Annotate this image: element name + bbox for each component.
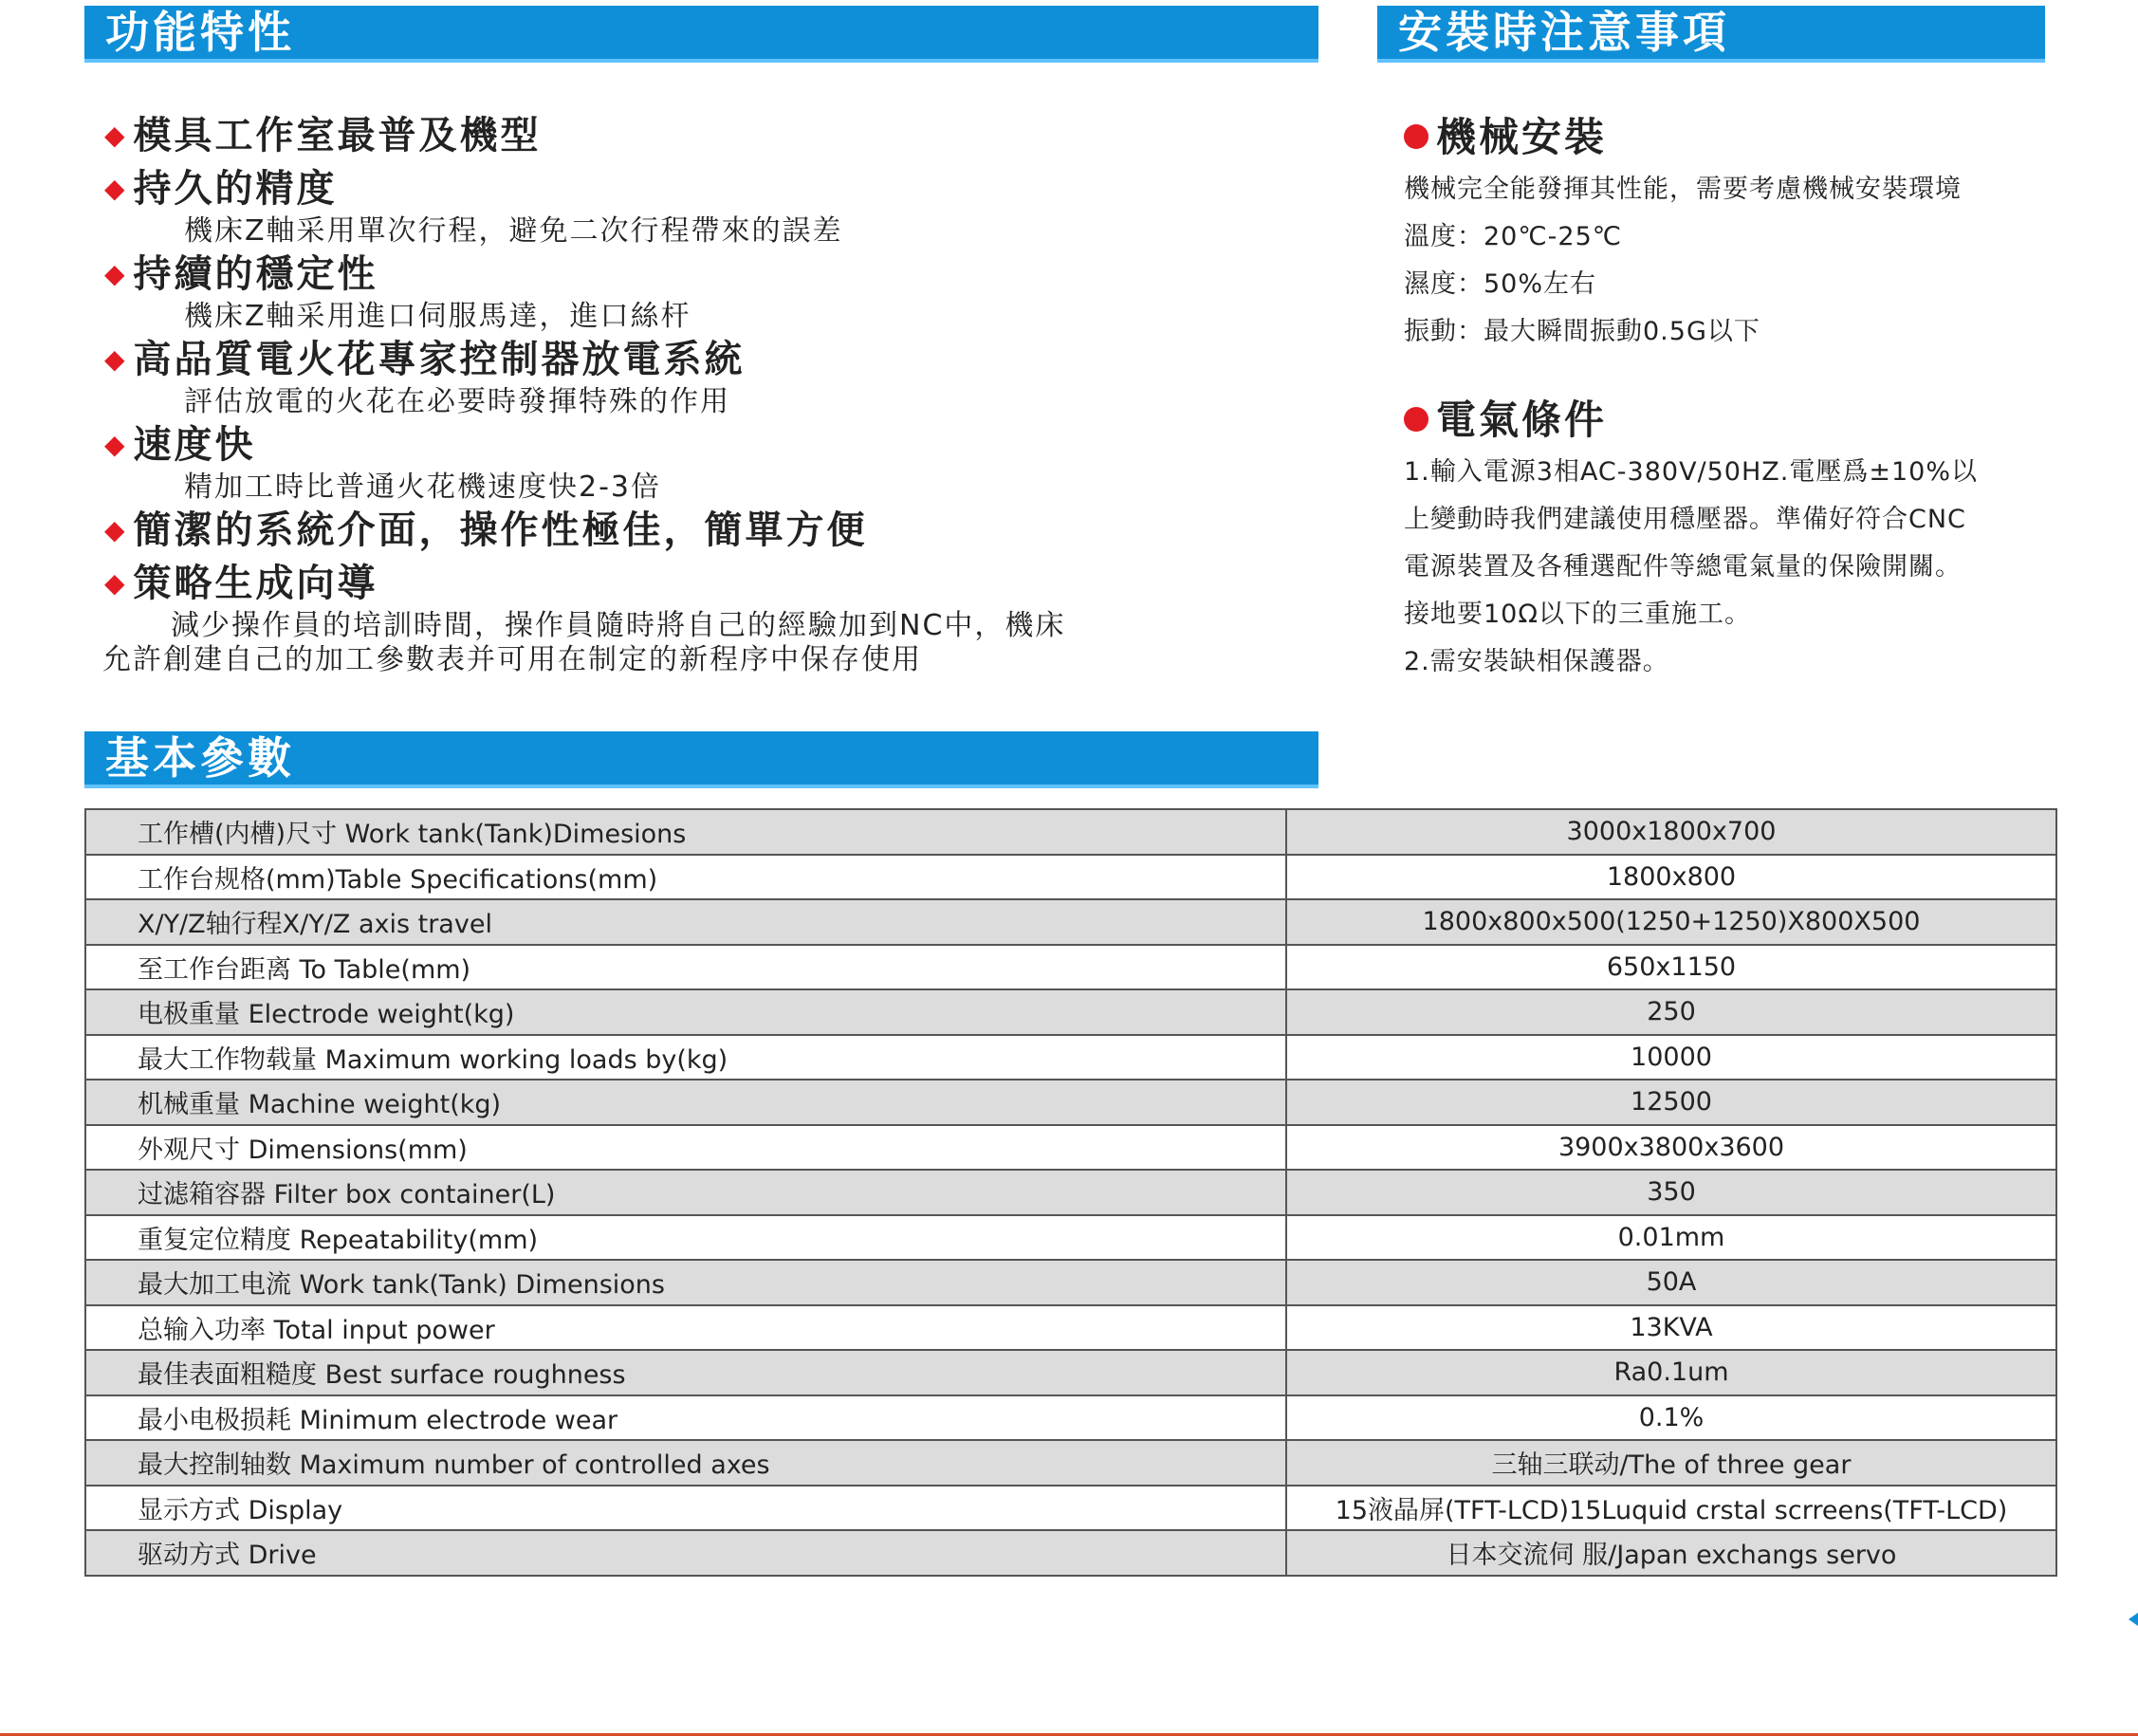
param-label: 工作槽(内槽)尺寸 Work tank(Tank)Dimesions [85,809,1286,855]
feature-title: 策略生成向導 [133,562,378,605]
install-line: 電源裝置及各種選配件等總電氣量的保險開關。 [1404,552,1962,582]
param-value: 0.01mm [1286,1215,2056,1261]
table-row [85,1080,2056,1125]
param-label: 最大工作物载量 Maximum working loads by(kg) [85,1035,1286,1080]
table-row [85,1395,2056,1441]
feature-desc: 機床Z軸采用單次行程，避免二次行程帶來的誤差 [184,214,843,248]
param-value: 1800x800 [1286,855,2056,900]
param-label: 最大控制轴数 Maximum number of controlled axes [85,1440,1286,1486]
features-list [104,109,1281,678]
install-line: 濕度：50%左右 [1404,269,1597,299]
param-value: 250 [1286,989,2056,1035]
param-label: 最佳表面粗糙度 Best surface roughness [85,1350,1286,1395]
param-value: 3900x3800x3600 [1286,1125,2056,1171]
table-row [85,1215,2056,1261]
table-row [85,1125,2056,1171]
red-dot-icon [1404,407,1428,432]
feature-desc: 機床Z軸采用進口伺服馬達，進口絲杆 [184,300,691,333]
param-value: 10000 [1286,1035,2056,1080]
table-row [85,809,2056,855]
param-label: 驱动方式 Drive [85,1530,1286,1576]
param-value: 日本交流伺 服/Japan exchangs servo [1286,1530,2056,1576]
param-label: 机械重量 Machine weight(kg) [85,1080,1286,1125]
feature-title: 持久的精度 [133,167,338,211]
param-value: 350 [1286,1170,2056,1215]
electrical-section [1404,392,2068,686]
electrical-title: 電氣條件 [1436,397,1608,443]
table-row [85,1170,2056,1215]
install-header: 安裝時注意事項 [1377,6,2045,59]
feature-desc: 減少操作員的培訓時間，操作員隨時將自己的經驗加到NC中，機床 [171,609,1066,642]
table-row [85,1260,2056,1305]
install-line: 2.需安裝缺相保護器。 [1404,647,1669,676]
param-label: 最小电极损耗 Minimum electrode wear [85,1395,1286,1441]
table-row [85,989,2056,1035]
table-row [85,1350,2056,1395]
install-line: 接地要10Ω以下的三重施工。 [1404,600,1751,629]
features-header: 功能特性 [84,6,1318,59]
param-label: 显示方式 Display [85,1486,1286,1531]
page-edge-marker [2129,1613,2138,1626]
mechanical-section [1404,109,2068,356]
feature-item [104,162,1281,248]
param-label: 外观尺寸 Dimensions(mm) [85,1125,1286,1171]
table-row [85,945,2056,990]
diamond-bullet-icon: ◆ [104,343,128,375]
install-line: 上變動時我們建議使用穩壓器。準備好符合CNC [1404,505,1966,534]
feature-item [104,248,1281,333]
feature-item [104,109,1281,162]
feature-desc: 評估放電的火花在必要時發揮特殊的作用 [184,385,730,418]
feature-title: 持續的穩定性 [133,252,378,296]
param-label: 工作台规格(mm)Table Specifications(mm) [85,855,1286,900]
param-label: 总输入功率 Total input power [85,1305,1286,1351]
feature-title: 簡潔的系統介面，操作性極佳，簡單方便 [133,508,868,552]
install-line: 機械完全能發揮其性能，需要考慮機械安裝環境 [1404,175,1962,204]
param-label: 至工作台距离 To Table(mm) [85,945,1286,990]
install-line: 1.輸入電源3相AC-380V/50HZ.電壓爲±10%以 [1404,457,1979,487]
diamond-bullet-icon: ◆ [104,173,128,204]
params-table [84,808,2057,1577]
install-line: 溫度：20℃-25℃ [1404,222,1623,251]
param-value: 50A [1286,1260,2056,1305]
feature-item [104,418,1281,504]
table-row [85,1305,2056,1351]
table-row [85,899,2056,945]
param-label: 重复定位精度 Repeatability(mm) [85,1215,1286,1261]
table-row [85,855,2056,900]
feature-item [104,504,1281,557]
feature-item [104,557,1281,678]
red-dot-icon [1404,124,1428,149]
param-value: 1800x800x500(1250+1250)X800X500 [1286,899,2056,945]
feature-title: 速度快 [133,423,256,467]
feature-item [104,333,1281,418]
mechanical-title: 機械安裝 [1436,114,1608,160]
install-notes [1404,109,2068,686]
table-row [85,1530,2056,1576]
diamond-bullet-icon: ◆ [104,514,128,545]
diamond-bullet-icon: ◆ [104,120,128,151]
params-header: 基本參數 [84,731,1318,785]
param-label: X/Y/Z轴行程X/Y/Z axis travel [85,899,1286,945]
feature-desc-continued: 允許創建自己的加工參數表并可用在制定的新程序中保存使用 [102,643,922,676]
table-row [85,1440,2056,1486]
param-value: 13KVA [1286,1305,2056,1351]
diamond-bullet-icon: ◆ [104,429,128,460]
param-label: 电极重量 Electrode weight(kg) [85,989,1286,1035]
param-value: 三轴三联动/The of three gear [1286,1440,2056,1486]
param-label: 最大加工电流 Work tank(Tank) Dimensions [85,1260,1286,1305]
param-value: 0.1% [1286,1395,2056,1441]
diamond-bullet-icon: ◆ [104,567,128,599]
param-value: 15液晶屏(TFT-LCD)15Luquid crstal scrreens(TFT-LCD) [1286,1486,2056,1531]
feature-title: 模具工作室最普及機型 [133,114,542,157]
param-value: 12500 [1286,1080,2056,1125]
table-row [85,1486,2056,1531]
feature-desc: 精加工時比普通火花機速度快2-3倍 [184,471,661,504]
table-row [85,1035,2056,1080]
feature-title: 高品質電火花專家控制器放電系統 [133,338,746,381]
param-label: 过滤箱容器 Filter box container(L) [85,1170,1286,1215]
diamond-bullet-icon: ◆ [104,258,128,289]
param-value: Ra0.1um [1286,1350,2056,1395]
param-value: 3000x1800x700 [1286,809,2056,855]
param-value: 650x1150 [1286,945,2056,990]
install-line: 振動：最大瞬間振動0.5G以下 [1404,317,1760,346]
